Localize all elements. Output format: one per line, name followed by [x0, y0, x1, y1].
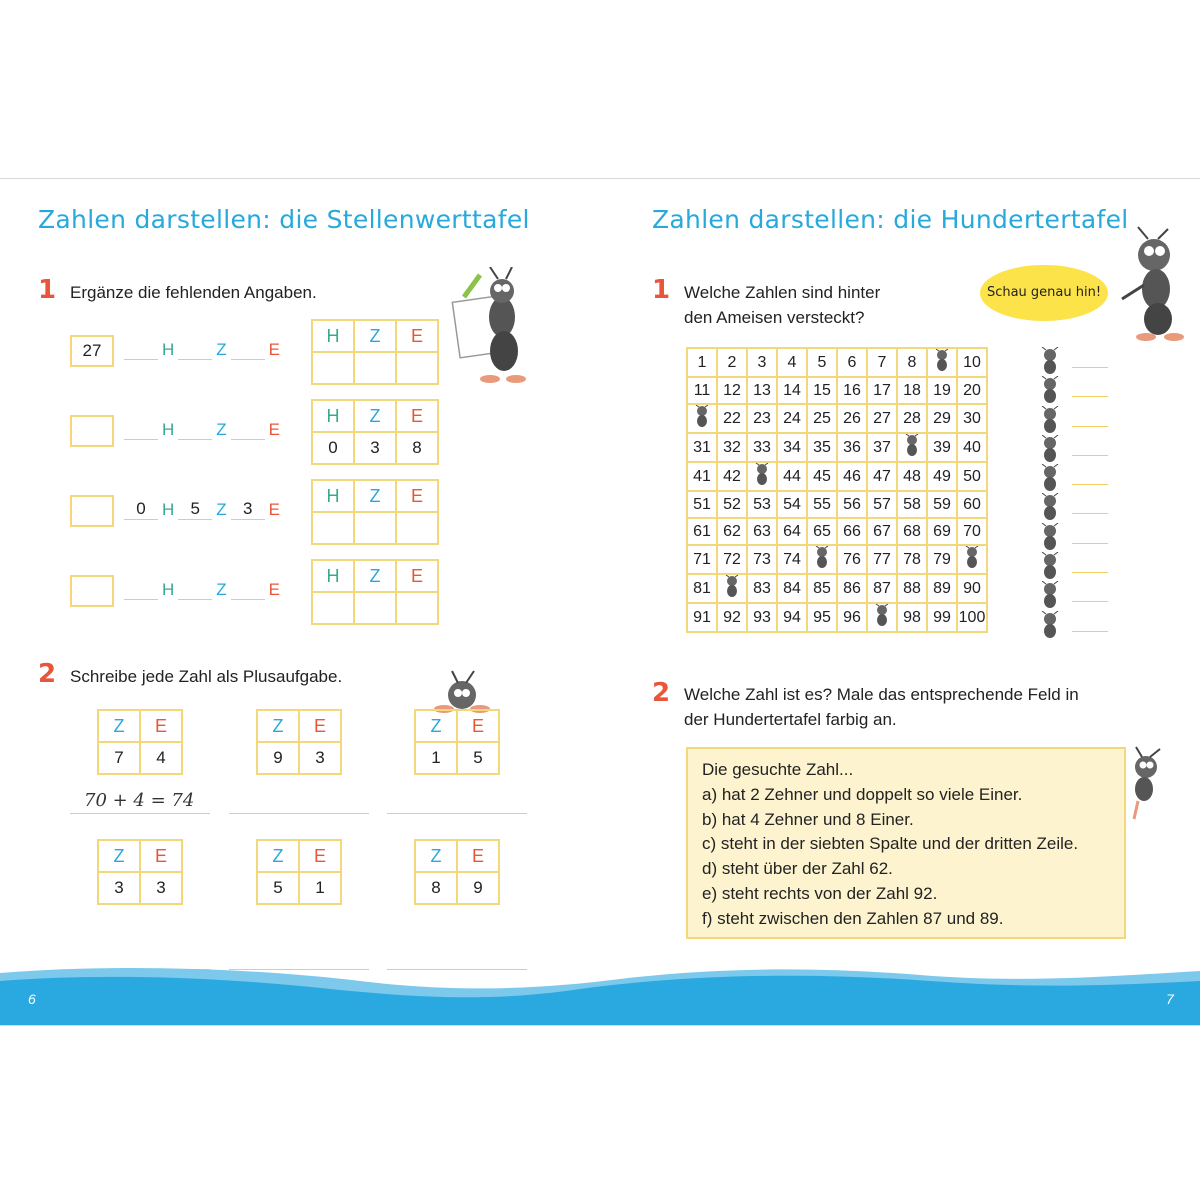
- ant-icon: [812, 546, 832, 568]
- header-e: E: [396, 480, 438, 512]
- hidden-number-ant-cell[interactable]: [747, 462, 777, 491]
- place-value-table: [311, 479, 439, 545]
- hundred-cell[interactable]: 59: [927, 491, 957, 518]
- hundreds-letter: H: [162, 420, 175, 439]
- tens-blank[interactable]: [178, 339, 212, 360]
- hundreds-blank[interactable]: 0: [124, 499, 158, 520]
- hint-clue: f) steht zwischen den Zahlen 87 und 89.: [702, 908, 1004, 928]
- tens-ones-table: [97, 709, 183, 775]
- hundred-cell[interactable]: 8: [897, 348, 927, 377]
- hundred-cell[interactable]: 63: [747, 518, 777, 545]
- tens-letter: Z: [216, 340, 227, 359]
- answer-line[interactable]: [70, 813, 210, 814]
- hundred-cell[interactable]: 23: [747, 404, 777, 433]
- number-box[interactable]: [70, 575, 114, 607]
- digit-cell: 1: [299, 872, 341, 904]
- hundred-cell[interactable]: 22: [717, 404, 747, 433]
- answer-line[interactable]: [1072, 631, 1108, 632]
- right-task-2-instruction: [684, 682, 1079, 732]
- hundred-cell[interactable]: 77: [867, 545, 897, 574]
- hundreds-letter: H: [162, 340, 175, 359]
- hundred-cell[interactable]: 2: [717, 348, 747, 377]
- tens-ones-table: [414, 839, 500, 905]
- hundred-cell[interactable]: 34: [777, 433, 807, 462]
- hundred-cell[interactable]: 96: [837, 603, 867, 632]
- hundred-cell[interactable]: 10: [957, 348, 987, 377]
- tens-blank[interactable]: 5: [178, 499, 212, 520]
- digit-cell: 3: [299, 742, 341, 774]
- hundred-cell[interactable]: 27: [867, 404, 897, 433]
- value-cell[interactable]: [354, 512, 396, 544]
- digit-cell: 9: [257, 742, 299, 774]
- speech-bubble: Schau genau hin!: [980, 265, 1108, 321]
- hundred-cell[interactable]: 1: [687, 348, 717, 377]
- hze-line: [124, 419, 284, 440]
- header-z: Z: [257, 710, 299, 742]
- ant-icon: [1036, 376, 1064, 404]
- hze-line: [124, 339, 284, 360]
- hundred-cell[interactable]: 5: [807, 348, 837, 377]
- hundred-cell[interactable]: 49: [927, 462, 957, 491]
- answer-line[interactable]: [1072, 513, 1108, 514]
- digit-cell: 5: [457, 742, 499, 774]
- hundred-cell[interactable]: 51: [687, 491, 717, 518]
- hze-line: [124, 579, 284, 600]
- hundred-cell[interactable]: 46: [837, 462, 867, 491]
- hze-line: [124, 499, 284, 520]
- hundred-cell[interactable]: 61: [687, 518, 717, 545]
- digit-cell: 9: [457, 872, 499, 904]
- value-cell[interactable]: 8: [396, 432, 438, 464]
- hundred-cell[interactable]: 29: [927, 404, 957, 433]
- answer-line[interactable]: [1072, 426, 1108, 427]
- hidden-number-ant-cell[interactable]: [717, 574, 747, 603]
- header-e: E: [396, 320, 438, 352]
- hundred-cell[interactable]: 36: [837, 433, 867, 462]
- hundred-cell[interactable]: 50: [957, 462, 987, 491]
- hint-clue: d) steht über der Zahl 62.: [702, 859, 893, 879]
- right-task-2-number: 2: [652, 678, 671, 708]
- tens-letter: Z: [216, 580, 227, 599]
- hint-heading: Die gesuchte Zahl...: [702, 760, 854, 779]
- hundred-cell[interactable]: 68: [897, 518, 927, 545]
- hundred-cell[interactable]: 88: [897, 574, 927, 603]
- hundred-cell[interactable]: 7: [867, 348, 897, 377]
- hundred-cell[interactable]: 81: [687, 574, 717, 603]
- tens-ones-table: [256, 709, 342, 775]
- tens-ones-table: [414, 709, 500, 775]
- left-page-number: 6: [28, 991, 36, 1007]
- hundred-cell[interactable]: 40: [957, 433, 987, 462]
- hidden-number-ant-cell[interactable]: [807, 545, 837, 574]
- ant-icon: [1036, 493, 1064, 521]
- answer-line[interactable]: [1072, 396, 1108, 397]
- header-h: H: [312, 400, 354, 432]
- ant-icon: [1036, 464, 1064, 492]
- ant-icon: [722, 575, 742, 597]
- ant-icon: [932, 349, 952, 371]
- hundred-cell[interactable]: 20: [957, 377, 987, 404]
- ant-icon: [1036, 581, 1064, 609]
- hundred-cell[interactable]: 69: [927, 518, 957, 545]
- wave-footer: [0, 959, 1200, 1025]
- hundred-cell[interactable]: 72: [717, 545, 747, 574]
- task-1-instruction: Ergänze die fehlenden Angaben.: [70, 283, 317, 302]
- hundred-cell[interactable]: 35: [807, 433, 837, 462]
- answer-line[interactable]: [1072, 543, 1108, 544]
- header-z: Z: [98, 710, 140, 742]
- tens-blank[interactable]: [178, 419, 212, 440]
- answer-column: [1036, 347, 1064, 640]
- hundred-cell[interactable]: 26: [837, 404, 867, 433]
- hundred-cell[interactable]: 91: [687, 603, 717, 632]
- ant-icon: [962, 546, 982, 568]
- hint-box: [686, 747, 1126, 939]
- hundred-cell[interactable]: 64: [777, 518, 807, 545]
- hundred-cell[interactable]: 85: [807, 574, 837, 603]
- ant-icon: [1036, 611, 1064, 639]
- value-cell[interactable]: 3: [354, 432, 396, 464]
- header-e: E: [299, 710, 341, 742]
- hundred-cell[interactable]: 87: [867, 574, 897, 603]
- answer-row: [1036, 581, 1064, 610]
- hundred-cell[interactable]: 52: [717, 491, 747, 518]
- hundred-cell[interactable]: 14: [777, 377, 807, 404]
- header-e: E: [299, 840, 341, 872]
- hundred-cell[interactable]: 15: [807, 377, 837, 404]
- hundreds-letter: H: [162, 500, 175, 519]
- header-z: Z: [415, 710, 457, 742]
- hint-clue: c) steht in der siebten Spalte und der dritten Zeile.: [702, 834, 1079, 854]
- hundred-cell[interactable]: 31: [687, 433, 717, 462]
- value-cell[interactable]: [354, 352, 396, 384]
- hundred-cell[interactable]: 92: [717, 603, 747, 632]
- left-page: [0, 179, 600, 1025]
- hundreds-blank[interactable]: [124, 419, 158, 440]
- task-2-number: 2: [38, 659, 57, 689]
- answer-row: [1036, 523, 1064, 552]
- ones-blank[interactable]: [231, 339, 265, 360]
- hidden-number-ant-cell[interactable]: [927, 348, 957, 377]
- header-e: E: [140, 710, 182, 742]
- answer-row: [1036, 347, 1064, 376]
- ant-pointing-icon: [1112, 225, 1192, 345]
- hundreds-blank[interactable]: [124, 339, 158, 360]
- ones-letter: E: [268, 580, 281, 599]
- hundred-cell[interactable]: 78: [897, 545, 927, 574]
- answer-line[interactable]: [229, 813, 369, 814]
- value-cell[interactable]: [312, 352, 354, 384]
- answer-line[interactable]: [1072, 572, 1108, 573]
- hundred-cell[interactable]: 99: [927, 603, 957, 632]
- hundred-cell[interactable]: 73: [747, 545, 777, 574]
- right-task-2-line-2: der Hundertertafel farbig an.: [684, 710, 897, 729]
- header-z: Z: [98, 840, 140, 872]
- hundred-cell[interactable]: 60: [957, 491, 987, 518]
- hundred-cell[interactable]: 45: [807, 462, 837, 491]
- hundred-cell[interactable]: 79: [927, 545, 957, 574]
- header-e: E: [396, 400, 438, 432]
- hundred-cell[interactable]: 47: [867, 462, 897, 491]
- hundred-cell[interactable]: 32: [717, 433, 747, 462]
- hint-clue: e) steht rechts von der Zahl 92.: [702, 883, 938, 903]
- hundred-cell[interactable]: 86: [837, 574, 867, 603]
- hundreds-blank[interactable]: [124, 579, 158, 600]
- ant-icon: [752, 463, 772, 485]
- ant-with-sign-icon: [450, 267, 540, 387]
- digit-cell: 8: [415, 872, 457, 904]
- ones-blank[interactable]: [231, 579, 265, 600]
- hundred-cell[interactable]: 55: [807, 491, 837, 518]
- right-task-2-line-1: Welche Zahl ist es? Male das entsprechende Feld in: [684, 685, 1079, 704]
- header-e: E: [457, 710, 499, 742]
- ant-icon: [1036, 523, 1064, 551]
- hundred-cell[interactable]: 94: [777, 603, 807, 632]
- ones-letter: E: [268, 420, 281, 439]
- digit-cell: 4: [140, 742, 182, 774]
- number-box[interactable]: [70, 415, 114, 447]
- hundred-cell[interactable]: 4: [777, 348, 807, 377]
- answer-line[interactable]: [387, 813, 527, 814]
- ant-icon: [1036, 347, 1064, 375]
- hundred-cell[interactable]: 65: [807, 518, 837, 545]
- value-cell[interactable]: [396, 352, 438, 384]
- ant-icon: [692, 405, 712, 427]
- tens-blank[interactable]: [178, 579, 212, 600]
- hundred-cell[interactable]: 16: [837, 377, 867, 404]
- right-page: [600, 179, 1200, 1025]
- hidden-number-ant-cell[interactable]: [687, 404, 717, 433]
- header-z: Z: [354, 480, 396, 512]
- hundred-cell[interactable]: 76: [837, 545, 867, 574]
- tens-letter: Z: [216, 420, 227, 439]
- hundred-cell[interactable]: 54: [777, 491, 807, 518]
- hidden-number-ant-cell[interactable]: [957, 545, 987, 574]
- answer-row: [1036, 464, 1064, 493]
- hundred-cell[interactable]: 12: [717, 377, 747, 404]
- digit-cell: 3: [140, 872, 182, 904]
- ones-letter: E: [268, 340, 281, 359]
- hundred-cell[interactable]: 90: [957, 574, 987, 603]
- header-e: E: [457, 840, 499, 872]
- tens-ones-table: [256, 839, 342, 905]
- hundreds-letter: H: [162, 580, 175, 599]
- value-cell[interactable]: 0: [312, 432, 354, 464]
- hundred-cell[interactable]: 89: [927, 574, 957, 603]
- value-cell[interactable]: [354, 592, 396, 624]
- answer-line[interactable]: [1072, 484, 1108, 485]
- header-z: Z: [354, 320, 396, 352]
- header-z: Z: [354, 560, 396, 592]
- answer-row: [1036, 493, 1064, 522]
- digit-cell: 3: [98, 872, 140, 904]
- value-cell[interactable]: [396, 592, 438, 624]
- header-e: E: [396, 560, 438, 592]
- header-h: H: [312, 480, 354, 512]
- ant-icon: [1036, 552, 1064, 580]
- hundred-cell[interactable]: 57: [867, 491, 897, 518]
- right-page-number: 7: [1166, 991, 1174, 1007]
- digit-cell: 7: [98, 742, 140, 774]
- tens-ones-table: [97, 839, 183, 905]
- hint-clue: a) hat 2 Zehner und doppelt so viele Einer.: [702, 784, 1023, 804]
- hundred-cell[interactable]: 24: [777, 404, 807, 433]
- header-z: Z: [415, 840, 457, 872]
- right-page-title: Zahlen darstellen: die Hundertertafel: [652, 205, 1129, 234]
- workbook-spread: [0, 178, 1200, 1026]
- digit-cell: 5: [257, 872, 299, 904]
- hundred-cell[interactable]: 71: [687, 545, 717, 574]
- value-cell[interactable]: [312, 512, 354, 544]
- header-h: H: [312, 320, 354, 352]
- hundred-cell[interactable]: 58: [897, 491, 927, 518]
- header-z: Z: [354, 400, 396, 432]
- place-value-table: [311, 559, 439, 625]
- hundred-cell[interactable]: 25: [807, 404, 837, 433]
- hundred-cell[interactable]: 28: [897, 404, 927, 433]
- hundred-cell[interactable]: 11: [687, 377, 717, 404]
- ant-icon: [902, 434, 922, 456]
- hundred-cell[interactable]: 19: [927, 377, 957, 404]
- hundred-cell[interactable]: 17: [867, 377, 897, 404]
- hundred-cell[interactable]: 95: [807, 603, 837, 632]
- hundred-cell[interactable]: 74: [777, 545, 807, 574]
- hundred-cell[interactable]: 53: [747, 491, 777, 518]
- hundred-cell[interactable]: 66: [837, 518, 867, 545]
- hundred-table: [686, 347, 988, 633]
- hundred-cell[interactable]: 62: [717, 518, 747, 545]
- hundred-cell[interactable]: 13: [747, 377, 777, 404]
- hundred-cell[interactable]: 100: [957, 603, 987, 632]
- answer-line[interactable]: [1072, 367, 1108, 368]
- ones-blank[interactable]: [231, 419, 265, 440]
- answer-line[interactable]: [1072, 455, 1108, 456]
- hidden-number-ant-cell[interactable]: [897, 433, 927, 462]
- hundred-cell[interactable]: 70: [957, 518, 987, 545]
- number-box[interactable]: 27: [70, 335, 114, 367]
- value-cell[interactable]: [396, 512, 438, 544]
- hundred-cell[interactable]: 37: [867, 433, 897, 462]
- header-e: E: [140, 840, 182, 872]
- right-task-1-number: 1: [652, 275, 671, 305]
- example-equation: 70 + 4 = 74: [84, 790, 195, 811]
- hint-clue: b) hat 4 Zehner und 8 Einer.: [702, 809, 914, 829]
- hundred-cell[interactable]: 30: [957, 404, 987, 433]
- right-task-1-instruction: [684, 280, 880, 330]
- hundred-cell[interactable]: 84: [777, 574, 807, 603]
- hidden-number-ant-cell[interactable]: [867, 603, 897, 632]
- ant-on-hint-box-icon: [1120, 745, 1170, 825]
- value-cell[interactable]: [312, 592, 354, 624]
- tens-letter: Z: [216, 500, 227, 519]
- number-box[interactable]: [70, 495, 114, 527]
- ant-icon: [1036, 406, 1064, 434]
- hundred-cell[interactable]: 33: [747, 433, 777, 462]
- place-value-table: [311, 319, 439, 385]
- answer-row: [1036, 435, 1064, 464]
- right-task-1-line-1: Welche Zahlen sind hinter: [684, 283, 881, 302]
- hundred-cell[interactable]: 41: [687, 462, 717, 491]
- hundred-cell[interactable]: 18: [897, 377, 927, 404]
- answer-row: [1036, 611, 1064, 640]
- left-page-title: Zahlen darstellen: die Stellenwerttafel: [38, 205, 530, 234]
- answer-row: [1036, 552, 1064, 581]
- hundred-cell[interactable]: 56: [837, 491, 867, 518]
- ones-blank[interactable]: 3: [231, 499, 265, 520]
- right-task-1-line-2: den Ameisen versteckt?: [684, 308, 865, 327]
- task-2-instruction: Schreibe jede Zahl als Plusaufgabe.: [70, 667, 343, 686]
- digit-cell: 1: [415, 742, 457, 774]
- hundred-cell[interactable]: 44: [777, 462, 807, 491]
- hundred-cell[interactable]: 83: [747, 574, 777, 603]
- task-1-number: 1: [38, 275, 57, 305]
- hundred-cell[interactable]: 67: [867, 518, 897, 545]
- hundred-cell[interactable]: 42: [717, 462, 747, 491]
- header-h: H: [312, 560, 354, 592]
- ones-letter: E: [268, 500, 281, 519]
- answer-row: [1036, 406, 1064, 435]
- header-z: Z: [257, 840, 299, 872]
- answer-line[interactable]: [1072, 601, 1108, 602]
- ant-icon: [1036, 435, 1064, 463]
- ant-icon: [872, 604, 892, 626]
- hundred-cell[interactable]: 3: [747, 348, 777, 377]
- hundred-cell[interactable]: 39: [927, 433, 957, 462]
- hundred-cell[interactable]: 98: [897, 603, 927, 632]
- hundred-cell[interactable]: 93: [747, 603, 777, 632]
- place-value-table: [311, 399, 439, 465]
- hundred-cell[interactable]: 6: [837, 348, 867, 377]
- answer-row: [1036, 376, 1064, 405]
- hundred-cell[interactable]: 48: [897, 462, 927, 491]
